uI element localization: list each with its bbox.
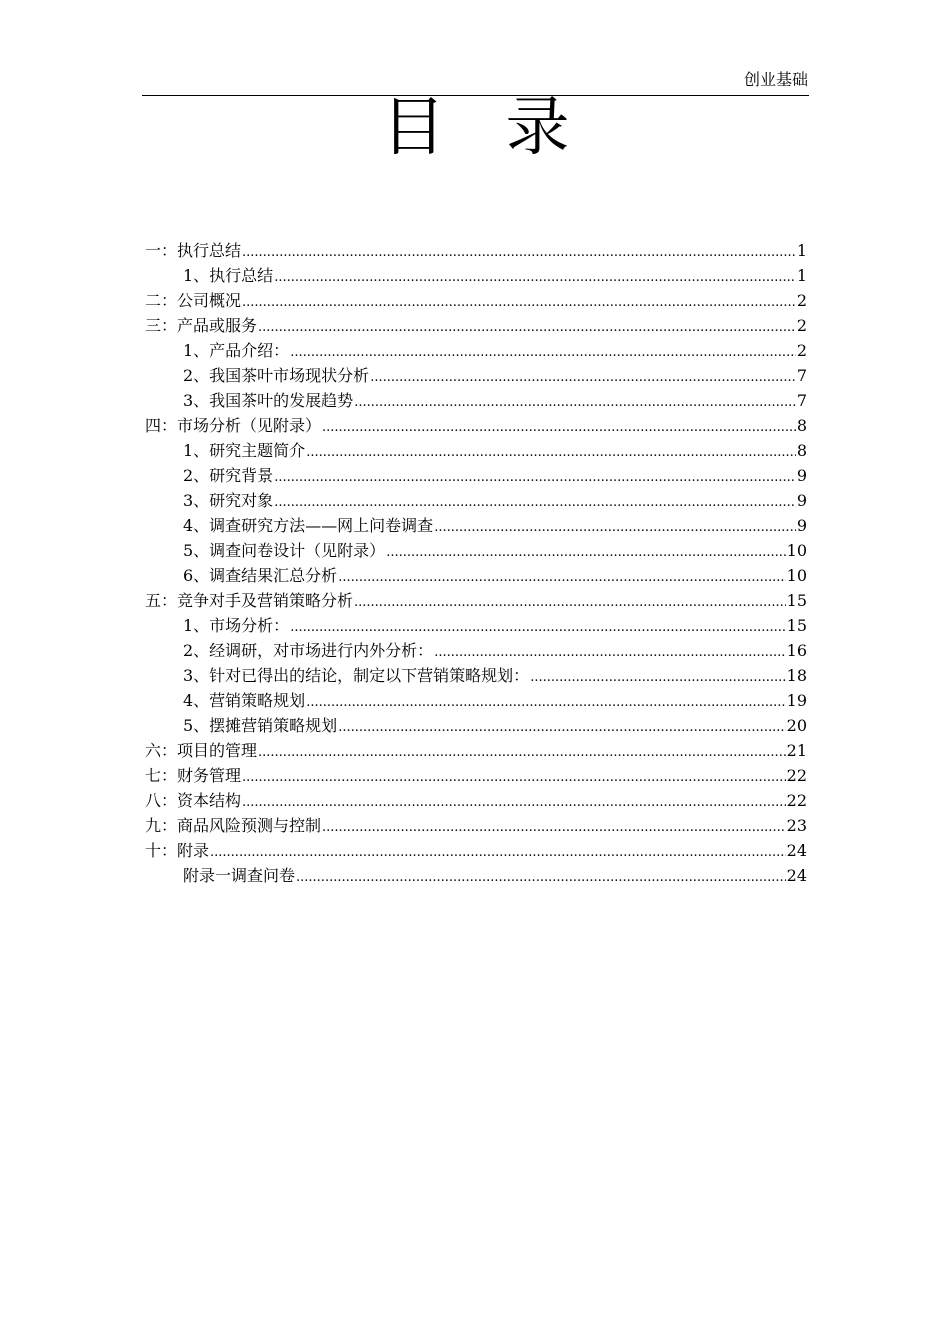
toc-entry[interactable]	[145, 588, 807, 613]
toc-dot-leader	[258, 313, 796, 338]
toc-entry-label: 四：市场分析（见附录）	[145, 416, 322, 435]
toc-entry-label: 1、研究主题简介	[183, 441, 306, 460]
toc-entry[interactable]	[145, 688, 807, 713]
toc-entry-page: 2	[796, 291, 807, 310]
toc-dot-leader	[338, 563, 785, 588]
toc-entry-page: 2	[796, 316, 807, 335]
toc-entry-label: 3、我国茶叶的发展趋势	[183, 391, 354, 410]
toc-entry-page: 2	[796, 341, 807, 360]
toc-dot-leader	[242, 288, 796, 313]
toc-dot-leader	[258, 738, 786, 763]
toc-dot-leader	[306, 438, 796, 463]
toc-entry-label: 2、我国茶叶市场现状分析	[183, 366, 370, 385]
toc-entry-page: 22	[786, 766, 807, 785]
toc-entry[interactable]	[145, 563, 807, 588]
toc-dot-leader	[354, 588, 786, 613]
toc-entry[interactable]	[145, 838, 807, 863]
toc-dot-leader	[274, 488, 796, 513]
toc-entry-label: 五：竞争对手及营销策略分析	[145, 591, 354, 610]
toc-entry[interactable]	[145, 313, 807, 338]
toc-dot-leader	[242, 788, 786, 813]
toc-dot-leader	[290, 613, 785, 638]
running-title: 创业基础	[743, 70, 808, 89]
toc-entry-label: 6、调查结果汇总分析	[183, 566, 338, 585]
toc-dot-leader	[434, 513, 796, 538]
toc-entry-page: 1	[796, 241, 807, 260]
toc-entry[interactable]	[145, 663, 807, 688]
toc-entry-page: 8	[796, 441, 807, 460]
toc-dot-leader	[386, 538, 785, 563]
toc-entry[interactable]	[145, 338, 807, 363]
toc-entry-page: 20	[786, 716, 807, 735]
toc-entry[interactable]	[145, 863, 807, 888]
table-of-contents	[145, 238, 807, 888]
toc-dot-leader	[434, 638, 785, 663]
toc-entry[interactable]	[145, 538, 807, 563]
toc-dot-leader	[322, 413, 796, 438]
toc-entry-page: 15	[786, 616, 807, 635]
toc-entry-page: 15	[786, 591, 807, 610]
toc-entry-label: 5、调查问卷设计（见附录）	[183, 541, 386, 560]
toc-entry-page: 9	[796, 516, 807, 535]
toc-entry-page: 18	[786, 666, 807, 685]
toc-entry-label: 一：执行总结	[145, 241, 242, 260]
toc-entry-label: 2、研究背景	[183, 466, 274, 485]
toc-dot-leader	[210, 838, 786, 863]
toc-entry[interactable]	[145, 763, 807, 788]
toc-dot-leader	[274, 463, 796, 488]
toc-entry[interactable]	[145, 488, 807, 513]
toc-entry-page: 22	[786, 791, 807, 810]
toc-dot-leader	[530, 663, 785, 688]
toc-entry[interactable]	[145, 813, 807, 838]
toc-title: 目录	[381, 91, 630, 165]
toc-entry-page: 23	[786, 816, 807, 835]
toc-entry-page: 9	[796, 491, 807, 510]
toc-entry[interactable]	[145, 788, 807, 813]
toc-entry[interactable]	[145, 413, 807, 438]
toc-entry-label: 1、执行总结	[183, 266, 274, 285]
toc-entry-label: 1、产品介绍：	[183, 341, 290, 360]
toc-dot-leader	[242, 763, 786, 788]
toc-entry-page: 8	[796, 416, 807, 435]
toc-entry-label: 2、经调研，对市场进行内外分析：	[183, 641, 434, 660]
toc-entry-label: 十：附录	[145, 841, 210, 860]
toc-entry[interactable]	[145, 263, 807, 288]
toc-dot-leader	[242, 238, 796, 263]
toc-entry[interactable]	[145, 713, 807, 738]
toc-entry-page: 19	[786, 691, 807, 710]
toc-entry-label: 六：项目的管理	[145, 741, 258, 760]
toc-dot-leader	[274, 263, 796, 288]
toc-entry-label: 三：产品或服务	[145, 316, 258, 335]
toc-entry[interactable]	[145, 513, 807, 538]
toc-entry[interactable]	[145, 288, 807, 313]
toc-entry-label: 5、摆摊营销策略规划	[183, 716, 338, 735]
toc-entry-page: 9	[796, 466, 807, 485]
toc-dot-leader	[338, 713, 785, 738]
toc-entry[interactable]	[145, 388, 807, 413]
toc-entry-page: 1	[796, 266, 807, 285]
toc-entry-label: 二：公司概况	[145, 291, 242, 310]
toc-dot-leader	[290, 338, 796, 363]
toc-dot-leader	[354, 388, 796, 413]
toc-entry-label: 七：财务管理	[145, 766, 242, 785]
toc-dot-leader	[322, 813, 786, 838]
toc-entry[interactable]	[145, 463, 807, 488]
toc-entry[interactable]	[145, 638, 807, 663]
toc-dot-leader	[306, 688, 785, 713]
toc-entry-page: 16	[786, 641, 807, 660]
toc-entry[interactable]	[145, 613, 807, 638]
toc-entry-label: 3、针对已得出的结论，制定以下营销策略规划：	[183, 666, 530, 685]
toc-dot-leader	[370, 363, 796, 388]
toc-entry-page: 7	[796, 391, 807, 410]
toc-entry-page: 7	[796, 366, 807, 385]
toc-entry-label: 九：商品风险预测与控制	[145, 816, 322, 835]
toc-entry-label: 4、调查研究方法——网上问卷调查	[183, 516, 434, 535]
toc-entry-page: 10	[786, 566, 807, 585]
toc-entry[interactable]	[145, 738, 807, 763]
toc-entry-label: 附录一调查问卷	[183, 866, 296, 885]
toc-entry[interactable]	[145, 238, 807, 263]
toc-entry-page: 24	[786, 841, 807, 860]
toc-entry-page: 24	[786, 866, 807, 885]
toc-entry-page: 10	[786, 541, 807, 560]
toc-entry[interactable]	[145, 363, 807, 388]
toc-entry-label: 八：资本结构	[145, 791, 242, 810]
toc-entry[interactable]	[145, 438, 807, 463]
toc-dot-leader	[296, 863, 786, 888]
toc-entry-label: 4、营销策略规划	[183, 691, 306, 710]
toc-entry-label: 1、市场分析：	[183, 616, 290, 635]
toc-entry-label: 3、研究对象	[183, 491, 274, 510]
toc-entry-page: 21	[786, 741, 807, 760]
